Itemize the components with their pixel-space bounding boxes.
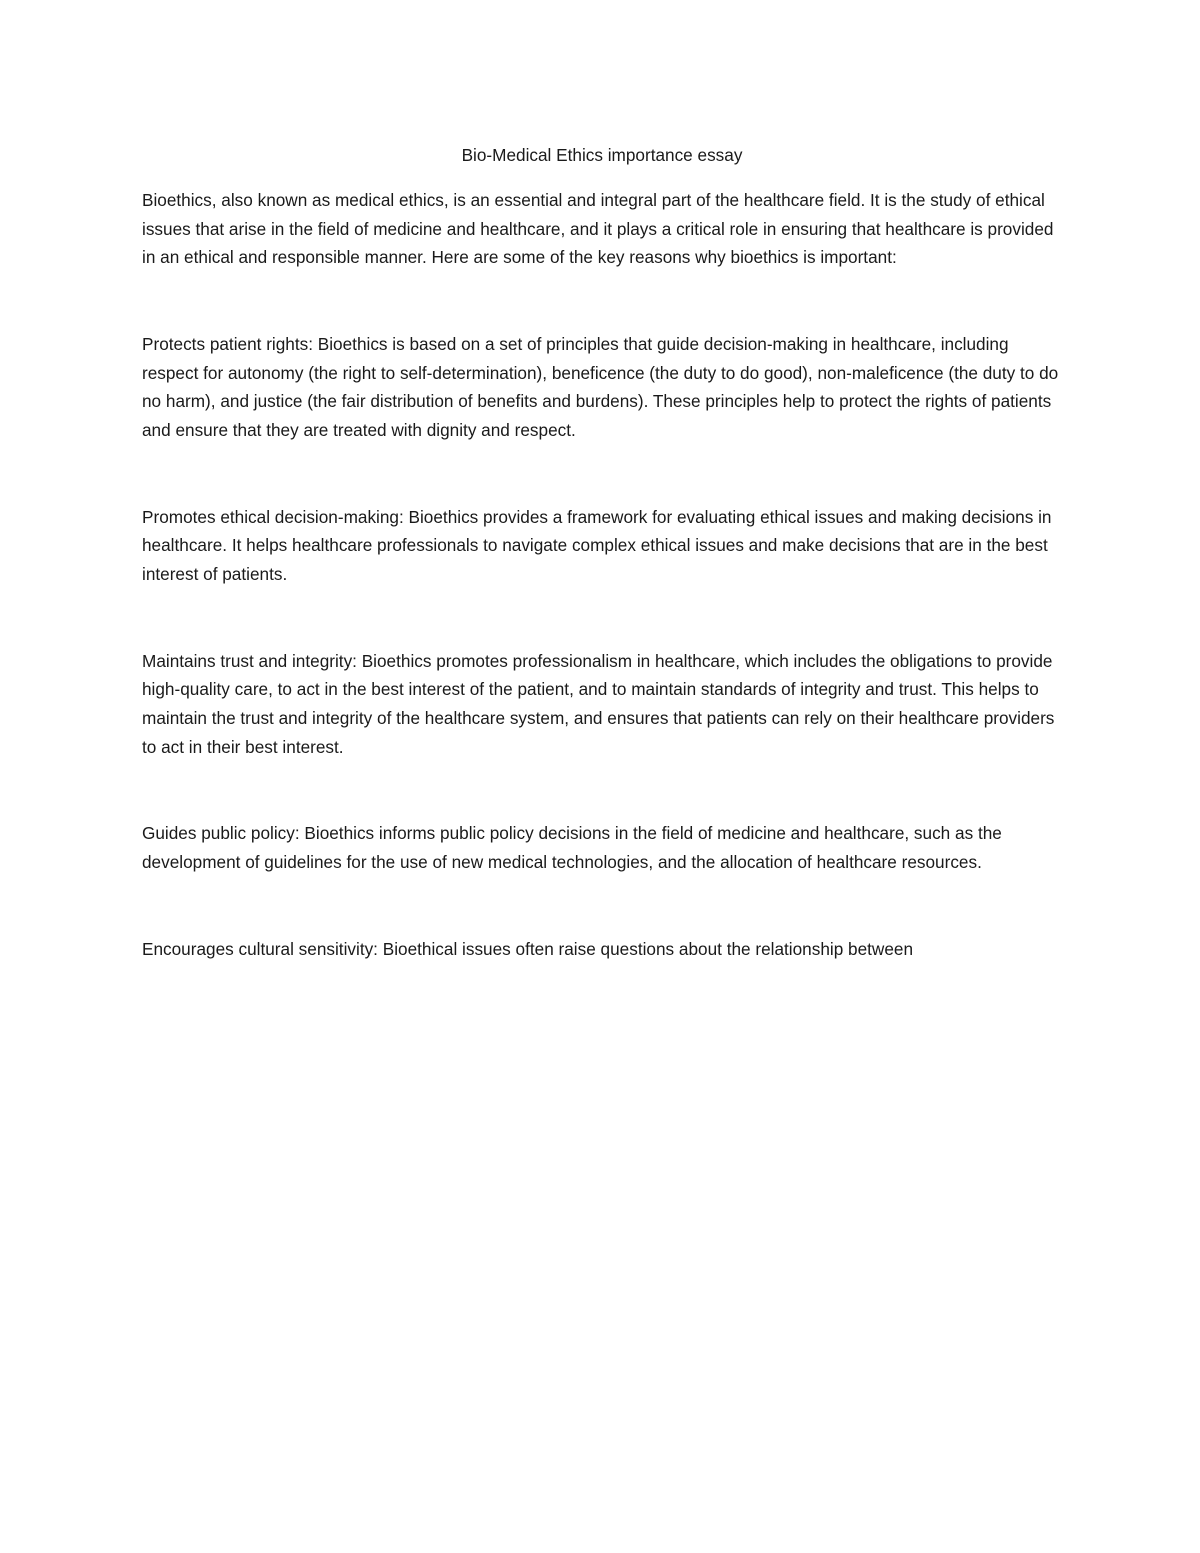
paragraph-cultural-sensitivity: Encourages cultural sensitivity: Bioethical issues often raise questions about the relationship between [142, 938, 914, 959]
paragraph-promotes-ethical-decision-making: Promotes ethical decision-making: Bioethics provides a framework for evaluating ethical issues and making decisions in healthcare. It helps healthcare professionals to navigate complex ethical issues and make decisions that are in the best interest of patients. [142, 506, 1052, 585]
paragraph-intro: Bioethics, also known as medical ethics, is an essential and integral part of the healthcare field. It is the study of ethical issues that arise in the field of medicine and healthcare, and it plays a critical role in ensuring that healthcare is provided in an ethical and responsible manner. Here are some of the key reasons why bioethics is important: [142, 189, 1054, 268]
paragraph-spacer [142, 762, 1062, 820]
paragraph-protects-patient-rights: Protects patient rights: Bioethics is based on a set of principles that guide decision-making in healthcare, including respect for autonomy (the right to self-determination), beneficence (the duty to do good), non-maleficence (the duty to do no harm), and justice (the fair distribution of benefits and burdens). These principles help to protect the rights of patients and ensure that they are treated with dignity and respect. [142, 333, 1059, 441]
paragraph-guides-public-policy: Guides public policy: Bioethics informs public policy decisions in the field of medicine and healthcare, such as the development of guidelines for the use of new medical technologies, and the allocation of healthcare resources. [142, 823, 1002, 873]
paragraph-maintains-trust: Maintains trust and integrity: Bioethics promotes professionalism in healthcare, which includes the obligations to provide high-quality care, to act in the best interest of the patient, and to maintain standards of integrity and trust. This helps to maintain the trust and integrity of the healthcare system, and ensures that patients can rely on their healthcare providers to act in their best interest. [142, 650, 1055, 757]
paragraph-spacer [142, 589, 1062, 647]
document-body [142, 141, 1062, 963]
paragraph-spacer [142, 272, 1062, 330]
paragraph-spacer [142, 445, 1062, 503]
document-title: Bio-Medical Ethics importance essay [461, 145, 743, 165]
paragraph-spacer [142, 877, 1062, 935]
